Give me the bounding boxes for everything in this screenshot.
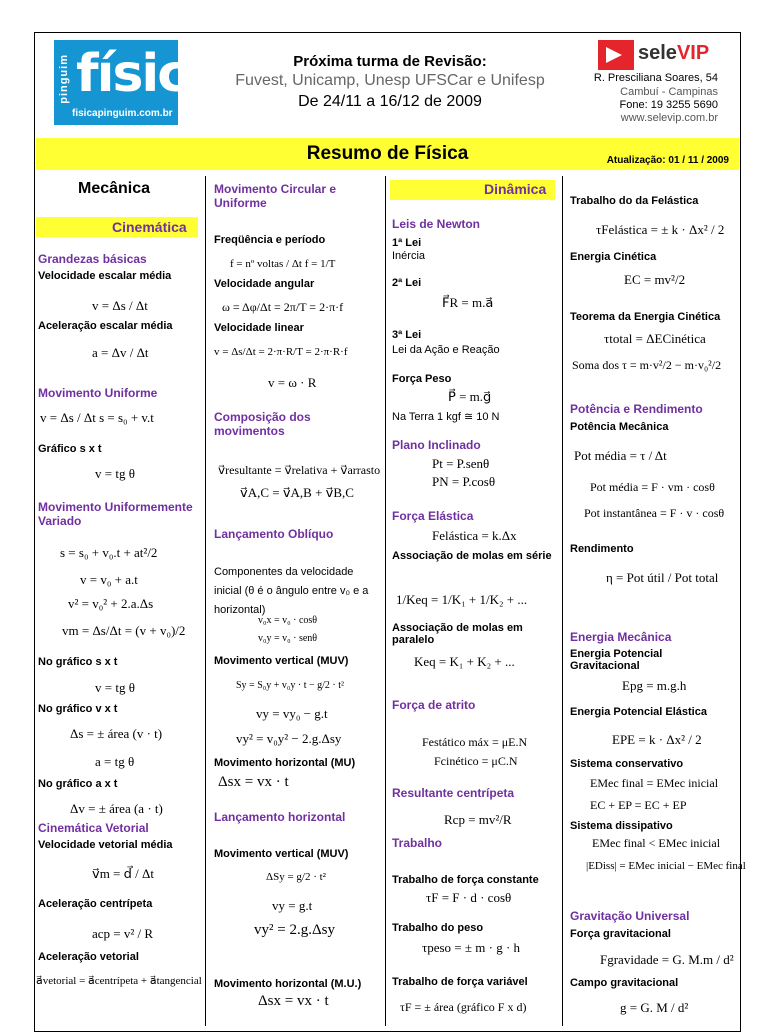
logo-url: fisicapinguim.com.br bbox=[72, 108, 173, 119]
header-title: Próxima turma de Revisão: bbox=[293, 53, 487, 70]
equation: Pt = P.senθ bbox=[432, 456, 490, 471]
equation: |EDiss| = EMec inicial − EMec final bbox=[586, 860, 746, 872]
selevip-logo-sele: sele bbox=[638, 42, 677, 64]
address: R. Presciliana Soares, 54 bbox=[593, 72, 718, 84]
equation: Δs = ± área (v · t) bbox=[70, 726, 163, 741]
equation: v⃗m = d⃗ / Δt bbox=[92, 866, 154, 881]
heading-mecanica: Energia Mecânica bbox=[570, 630, 672, 644]
equation: ω = Δφ/Δt = 2π/T = 2·π·f bbox=[222, 300, 344, 314]
equation: Rcp = mv²/R bbox=[444, 812, 512, 827]
equation: s = s₀ + v₀.t + at²/2 bbox=[60, 545, 158, 560]
heading-horizontal: Lançamento horizontal bbox=[214, 810, 346, 824]
website: www.selevip.com.br bbox=[620, 112, 718, 124]
equation: τFelástica = ± k · Δx² / 2 bbox=[596, 222, 725, 237]
equation: v₀y = v₀ · senθ bbox=[258, 633, 318, 644]
equation: ΔSy = g/2 · t² bbox=[266, 871, 326, 883]
heading-centripeta: Resultante centrípeta bbox=[392, 786, 515, 800]
label: Aceleração vetorial bbox=[38, 951, 139, 963]
label: Movimento horizontal (M.U.) bbox=[214, 978, 362, 990]
label: Força gravitacional bbox=[570, 928, 671, 940]
equation: vm = Δs/Δt = (v + v₀)/2 bbox=[62, 623, 186, 638]
logo-main-text: física bbox=[76, 44, 220, 104]
label: Movimento vertical (MUV) bbox=[214, 655, 349, 667]
phone: Fone: 19 3255 5690 bbox=[619, 99, 718, 111]
label: No gráfico s x t bbox=[38, 656, 118, 668]
label: No gráfico a x t bbox=[38, 778, 118, 790]
equation: Δv = ± área (a · t) bbox=[70, 801, 163, 816]
equation: τF = ± área (gráfico F x d) bbox=[400, 1000, 527, 1014]
heading-grandezas: Grandezas básicas bbox=[38, 252, 147, 266]
label: Velocidade angular bbox=[214, 278, 315, 290]
label: Teorema da Energia Cinética bbox=[570, 311, 721, 323]
label: Força Peso bbox=[392, 373, 452, 385]
banner-title: Resumo de Física bbox=[306, 143, 469, 164]
equation: a = Δv / Δt bbox=[92, 345, 149, 360]
column-divider bbox=[205, 176, 206, 1026]
logo-side-text: pinguim bbox=[58, 54, 70, 104]
equation: Soma dos τ = m·v²/2 − m·v₀²/2 bbox=[572, 358, 722, 372]
equation: Felástica = k.Δx bbox=[432, 528, 517, 543]
heading-potencia: Potência e Rendimento bbox=[570, 402, 703, 416]
equation: v⃗A,C = v⃗A,B + v⃗B,C bbox=[240, 485, 354, 500]
selevip-arrow-icon bbox=[598, 40, 634, 70]
label: Trabalho do da Felástica bbox=[570, 195, 699, 207]
equation: P⃗ = m.g⃗ bbox=[448, 389, 492, 404]
heading-composicao: Composição dos movimentos bbox=[214, 410, 311, 438]
equation: Keq = K₁ + K₂ + ... bbox=[414, 654, 515, 669]
equation: vy² = 2.g.Δsy bbox=[254, 922, 335, 938]
equation: vy = vy₀ − g.t bbox=[256, 706, 328, 721]
equation: Epg = m.g.h bbox=[622, 678, 687, 693]
equation: v = Δs / Δt s = s₀ + v.t bbox=[40, 410, 154, 425]
equation: Pot média = τ / Δt bbox=[574, 448, 667, 463]
equation: Fcinético = μC.N bbox=[434, 754, 518, 768]
equation: vy = g.t bbox=[272, 898, 313, 913]
city: Cambuí - Campinas bbox=[620, 86, 718, 98]
label: Associação de molas em série bbox=[392, 550, 552, 562]
label: Aceleração escalar média bbox=[38, 320, 173, 332]
equation: EC = mv²/2 bbox=[624, 272, 686, 287]
section-mecanica: Mecânica bbox=[78, 180, 151, 197]
equation: v = tg θ bbox=[95, 680, 135, 695]
heading-newton: Leis de Newton bbox=[392, 217, 481, 231]
heading-atrito: Força de atrito bbox=[392, 698, 476, 712]
label: Movimento horizontal (MU) bbox=[214, 757, 356, 769]
label: Velocidade vetorial média bbox=[38, 839, 173, 851]
label: Freqüência e período bbox=[214, 234, 326, 246]
text: Lei da Ação e Reação bbox=[392, 344, 500, 356]
equation: τpeso = ± m · g · h bbox=[422, 940, 521, 955]
update-date: Atualização: 01 / 11 / 2009 bbox=[606, 155, 729, 166]
label: Energia Potencial Elástica bbox=[570, 706, 707, 718]
equation: v⃗resultante = v⃗relativa + v⃗arrasto bbox=[218, 463, 381, 477]
heading-gravitacao: Gravitação Universal bbox=[570, 909, 690, 923]
equation: vy² = v₀y² − 2.g.Δsy bbox=[236, 731, 342, 746]
label: Potência Mecânica bbox=[570, 421, 669, 433]
label: Trabalho de força variável bbox=[392, 976, 528, 988]
equation: 1/Keq = 1/K₁ + 1/K₂ + ... bbox=[396, 592, 528, 607]
text: Inércia bbox=[392, 250, 426, 262]
section-cinematica: Cinemática bbox=[112, 219, 187, 235]
equation: Δsx = vx · t bbox=[218, 774, 289, 790]
label: 3ª Lei bbox=[392, 329, 422, 341]
equation: acp = v² / R bbox=[92, 926, 154, 941]
label: 2ª Lei bbox=[392, 277, 422, 289]
header-dates: De 24/11 a 16/12 de 2009 bbox=[298, 93, 482, 110]
header-subtitle: Fuvest, Unicamp, Unesp UFSCar e Unifesp bbox=[235, 72, 545, 89]
equation: τF = F · d · cosθ bbox=[426, 890, 512, 905]
heading-elastica: Força Elástica bbox=[392, 509, 474, 523]
label: Rendimento bbox=[570, 543, 634, 555]
equation: a⃗vetorial = a⃗centrípeta + a⃗tangencial bbox=[36, 975, 202, 987]
selevip-logo-vip: VIP bbox=[676, 42, 710, 64]
label: Trabalho de força constante bbox=[392, 874, 539, 886]
label: No gráfico v x t bbox=[38, 703, 118, 715]
equation: F⃗R = m.a⃗ bbox=[442, 295, 494, 310]
equation: Pot instantânea = F · v · cosθ bbox=[584, 506, 725, 520]
equation: PN = P.cosθ bbox=[432, 474, 496, 489]
heading-vetorial: Cinemática Vetorial bbox=[38, 821, 149, 835]
equation: f = nº voltas / Δt f = 1/T bbox=[230, 258, 336, 270]
heading-trabalho: Trabalho bbox=[392, 836, 443, 850]
title-banner bbox=[36, 138, 739, 170]
label: Velocidade escalar média bbox=[38, 270, 172, 282]
equation: Pot média = F · vm · cosθ bbox=[590, 480, 715, 494]
label: Aceleração centrípeta bbox=[38, 898, 153, 910]
label: Sistema conservativo bbox=[570, 758, 684, 770]
equation: v = Δs/Δt = 2·π·R/T = 2·π·R·f bbox=[214, 346, 348, 358]
equation: η = Pot útil / Pot total bbox=[606, 570, 719, 585]
equation: v = ω · R bbox=[268, 375, 317, 390]
label: Sistema dissipativo bbox=[570, 820, 673, 832]
equation: a = tg θ bbox=[95, 754, 135, 769]
equation: v₀x = v₀ · cosθ bbox=[258, 615, 318, 626]
label: Trabalho do peso bbox=[392, 922, 484, 934]
selevip-logo bbox=[598, 40, 733, 70]
equation: Δsx = vx · t bbox=[258, 993, 329, 1009]
heading-muv: Movimento Uniformemente Variado bbox=[38, 500, 193, 528]
label: Campo gravitacional bbox=[570, 977, 679, 989]
fisica-pinguim-logo bbox=[54, 40, 220, 125]
label: 1ª Lei bbox=[392, 237, 422, 249]
column-divider bbox=[562, 176, 563, 1026]
column-divider bbox=[385, 176, 386, 1026]
equation: EMec final < EMec inicial bbox=[592, 836, 721, 850]
label: Velocidade linear bbox=[214, 322, 304, 334]
equation: Fgravidade = G. M.m / d² bbox=[600, 952, 734, 967]
equation: EPE = k · Δx² / 2 bbox=[612, 732, 702, 747]
equation: v² = v₀² + 2.a.Δs bbox=[68, 596, 154, 611]
text: Na Terra 1 kgf ≅ 10 N bbox=[392, 411, 500, 423]
heading-mu: Movimento Uniforme bbox=[38, 386, 158, 400]
equation: v = v₀ + a.t bbox=[80, 572, 138, 587]
equation: EC + EP = EC + EP bbox=[590, 798, 687, 812]
equation: Festático máx = μE.N bbox=[422, 735, 528, 749]
label: Movimento vertical (MUV) bbox=[214, 848, 349, 860]
text: Componentes da velocidade inicial (θ é o ângulo entre v₀ e a horizontal) bbox=[214, 566, 369, 616]
equation: v = Δs / Δt bbox=[92, 298, 148, 313]
label: Gráfico s x t bbox=[38, 443, 102, 455]
heading-mcu: Movimento Circular e Uniforme bbox=[214, 182, 337, 210]
heading-obliquo: Lançamento Oblíquo bbox=[214, 527, 334, 541]
equation: Sy = S₀y + v₀y · t − g/2 · t² bbox=[236, 680, 345, 691]
equation: v = tg θ bbox=[95, 466, 135, 481]
equation: g = G. M / d² bbox=[620, 1000, 689, 1015]
heading-plano: Plano Inclinado bbox=[392, 438, 481, 452]
equation: τtotal = ΔECinética bbox=[604, 331, 706, 346]
section-dinamica: Dinâmica bbox=[484, 181, 547, 197]
label: Associação de molas em paralelo bbox=[392, 622, 523, 646]
label: Energia Potencial Gravitacional bbox=[570, 648, 663, 672]
equation: EMec final = EMec inicial bbox=[590, 776, 719, 790]
label: Energia Cinética bbox=[570, 251, 657, 263]
